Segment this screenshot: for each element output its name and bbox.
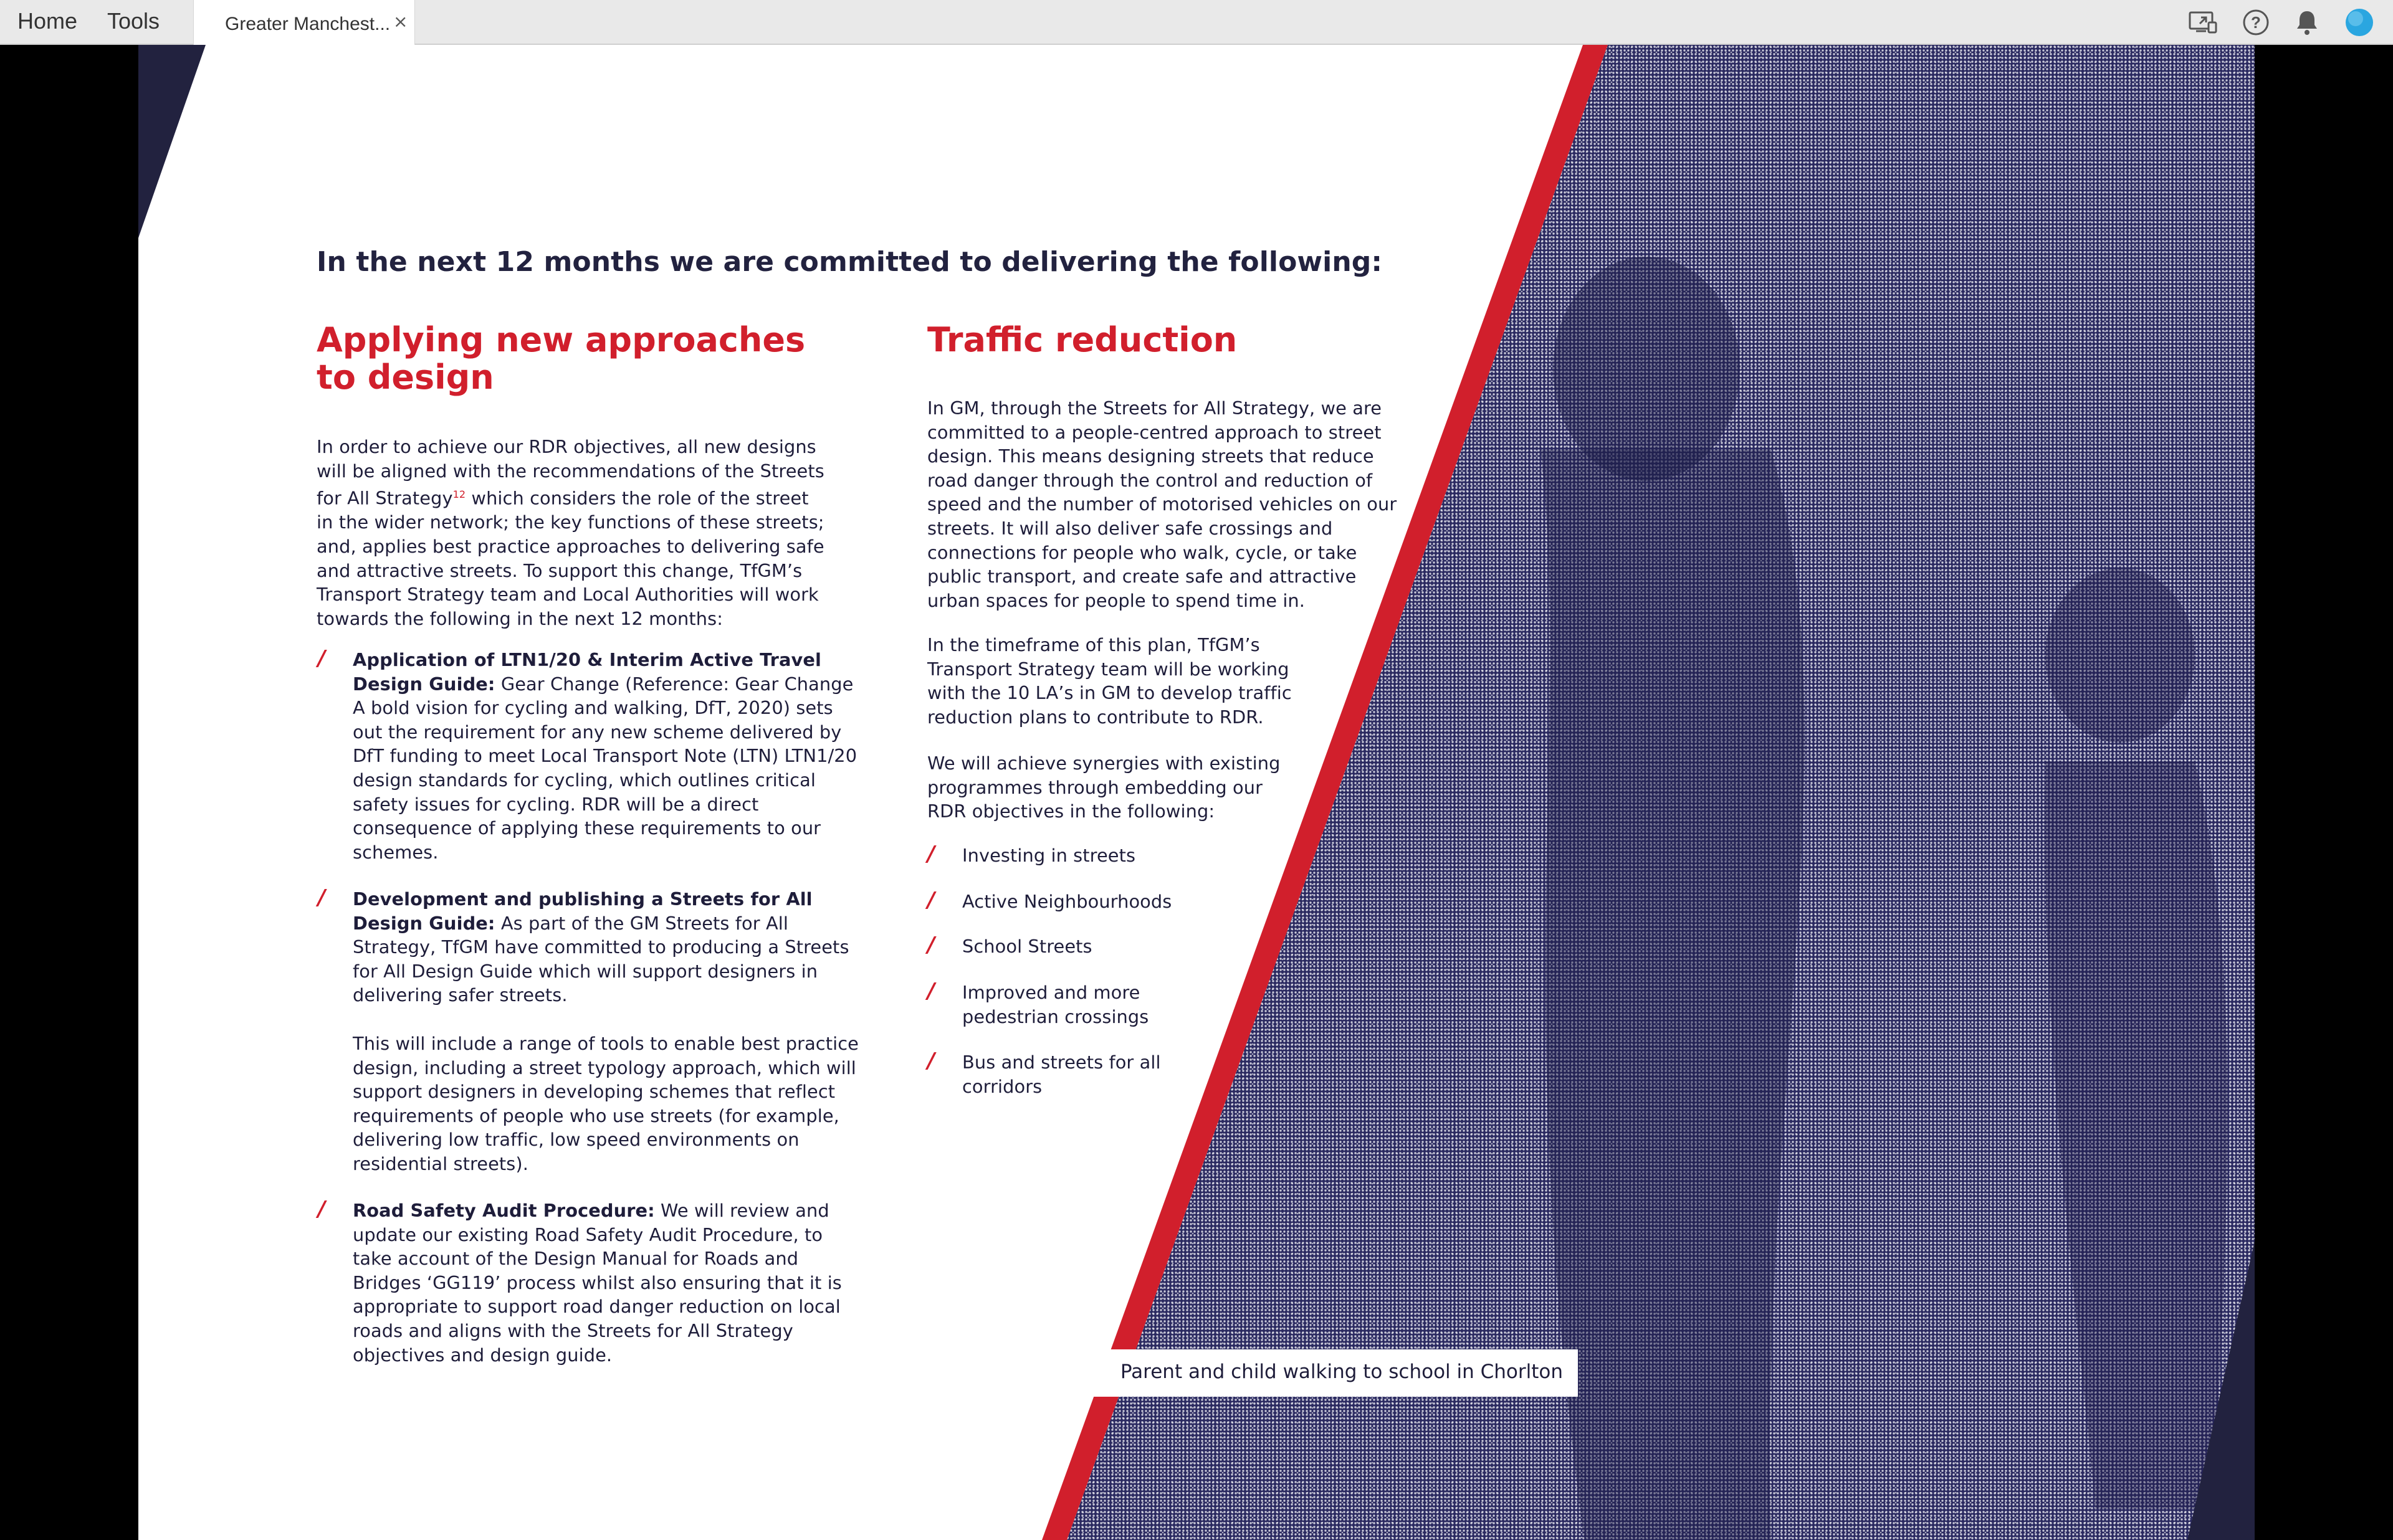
bullet-ltn	[318, 646, 864, 864]
list-item	[927, 1048, 1174, 1098]
bullet-road-safety-audit	[318, 1197, 864, 1367]
intro-line: in the wider network; the key functions of these streets;	[317, 511, 824, 533]
page-heading: In the next 12 months we are committed to delivering the following:	[317, 246, 1383, 278]
bullet-bold: Road Safety Audit Procedure:	[353, 1200, 655, 1221]
list-item-label: Active Neighbourhoods	[962, 891, 1172, 912]
caption-text: Parent and child walking to school in Chorlton	[1120, 1361, 1563, 1383]
traffic-paragraph-3: We will achieve synergies with existing programmes through embedding our RDR objectives in the following:	[927, 753, 1281, 822]
bullet-text: Gear Change (Reference: Gear Change A bold vision for cycling and walking, DfT, 2020) sets out the requirement for any new scheme delivered by DfT funding to meet Local Transport Note (LTN) LTN1/20 design standards for cycling, which outlines critical safety issues for cycling. RDR will be a direct consequence of applying these requirements to our schemes.	[353, 673, 857, 863]
title-line: Applying new approaches	[317, 320, 806, 359]
title-line: to design	[317, 358, 494, 397]
tab-document[interactable]	[193, 0, 415, 45]
share-screen-icon[interactable]	[2186, 6, 2219, 39]
help-icon[interactable]	[2240, 6, 2272, 39]
list-item-label: Bus and streets for all corridors	[962, 1052, 1161, 1097]
bell-icon[interactable]	[2291, 6, 2323, 39]
bullet-text: As part of the GM Streets for All Strategy, TfGM have committed to producing a Streets for All Design Guide which will support designers in delivering safer streets.	[353, 912, 849, 1006]
intro-line	[317, 483, 853, 510]
slash-bullet-icon: /	[927, 933, 935, 958]
traffic-paragraph-1: In GM, through the Streets for All Strategy, we are committed to a people-centred approach to street design. This means designing streets that reduce road danger through the control and reduction of speed and the number of motorised vehicles on our streets. It will also deliver safe crossings and connections for people who walk, cycle, or take public transport, and create safe and attractive urban spaces for people to spend time in.	[927, 397, 1397, 611]
close-icon[interactable]: ×	[393, 11, 408, 32]
photo-parent-child	[1759, 481, 2070, 487]
section-title-design	[317, 321, 805, 396]
intro-line: and attractive streets. To support this change, TfGM’s	[317, 559, 803, 581]
tab-title: Greater Manchest...	[225, 14, 391, 34]
bullet-bold: Application of LTN1/20 & Interim Active Travel Design Guide:	[353, 649, 821, 695]
list-item-label: School Streets	[962, 936, 1092, 957]
footnote-ref[interactable]: 12	[452, 488, 466, 501]
slash-bullet-icon: /	[927, 1048, 935, 1073]
list-item	[927, 933, 1211, 959]
slash-bullet-icon: /	[318, 1197, 326, 1222]
slash-bullet-icon: /	[927, 888, 935, 913]
app-toolbar	[0, 0, 2393, 45]
list-item	[927, 888, 1211, 914]
design-guide-detail: This will include a range of tools to enable best practice design, including a street typology approach, which will support designers in developing schemes that reflect requirements of people who use streets (for example, delivering low traffic, low speed environments on residential streets).	[353, 1033, 859, 1174]
section-title-traffic: Traffic reduction	[927, 320, 1238, 359]
bullet-bold: Development and publishing a Streets for All Design Guide:	[353, 888, 813, 934]
intro-line: and, applies best practice approaches to delivering safe	[317, 535, 824, 557]
slash-bullet-icon: /	[927, 842, 935, 867]
intro-line: towards the following in the next 12 months:	[317, 607, 724, 629]
menu-home[interactable]: Home	[17, 8, 78, 34]
intro-line: In order to achieve our RDR objectives, all new designs	[317, 436, 816, 457]
slash-bullet-icon: /	[318, 646, 326, 671]
slash-bullet-icon: /	[318, 885, 326, 910]
bullet-text: We will review and update our existing Road Safety Audit Procedure, to take account of the Design Manual for Roads and Bridges ‘GG119’ process whilst also ensuring that it is appropriate to support road danger reduction on local roads and aligns with the Streets for All Strategy objectives and design guide.	[353, 1200, 842, 1366]
document-page	[138, 45, 2255, 1540]
intro-line: Transport Strategy team and Local Authorities will work	[317, 584, 819, 606]
intro-text: which considers the role of the street	[471, 487, 809, 509]
intro-text: for All Strategy	[317, 487, 453, 509]
list-item	[927, 979, 1174, 1029]
list-item-label: Investing in streets	[962, 845, 1136, 866]
menu-tools[interactable]: Tools	[107, 8, 160, 34]
traffic-paragraph-2: In the timeframe of this plan, TfGM’s Transport Strategy team will be working with the 10 LA’s in GM to develop traffic reduction plans to contribute to RDR.	[927, 634, 1292, 728]
slash-bullet-icon: /	[927, 979, 935, 1004]
list-item-label: Improved and more pedestrian crossings	[962, 982, 1149, 1027]
intro-paragraph	[317, 435, 853, 630]
svg-text:?: ?	[2251, 13, 2261, 32]
photo-caption	[1092, 1349, 1578, 1397]
bullet-design-guide	[318, 885, 864, 1007]
list-item	[927, 842, 1211, 868]
intro-line: will be aligned with the recommendations of the Streets	[317, 460, 824, 482]
avatar[interactable]	[2343, 6, 2376, 39]
